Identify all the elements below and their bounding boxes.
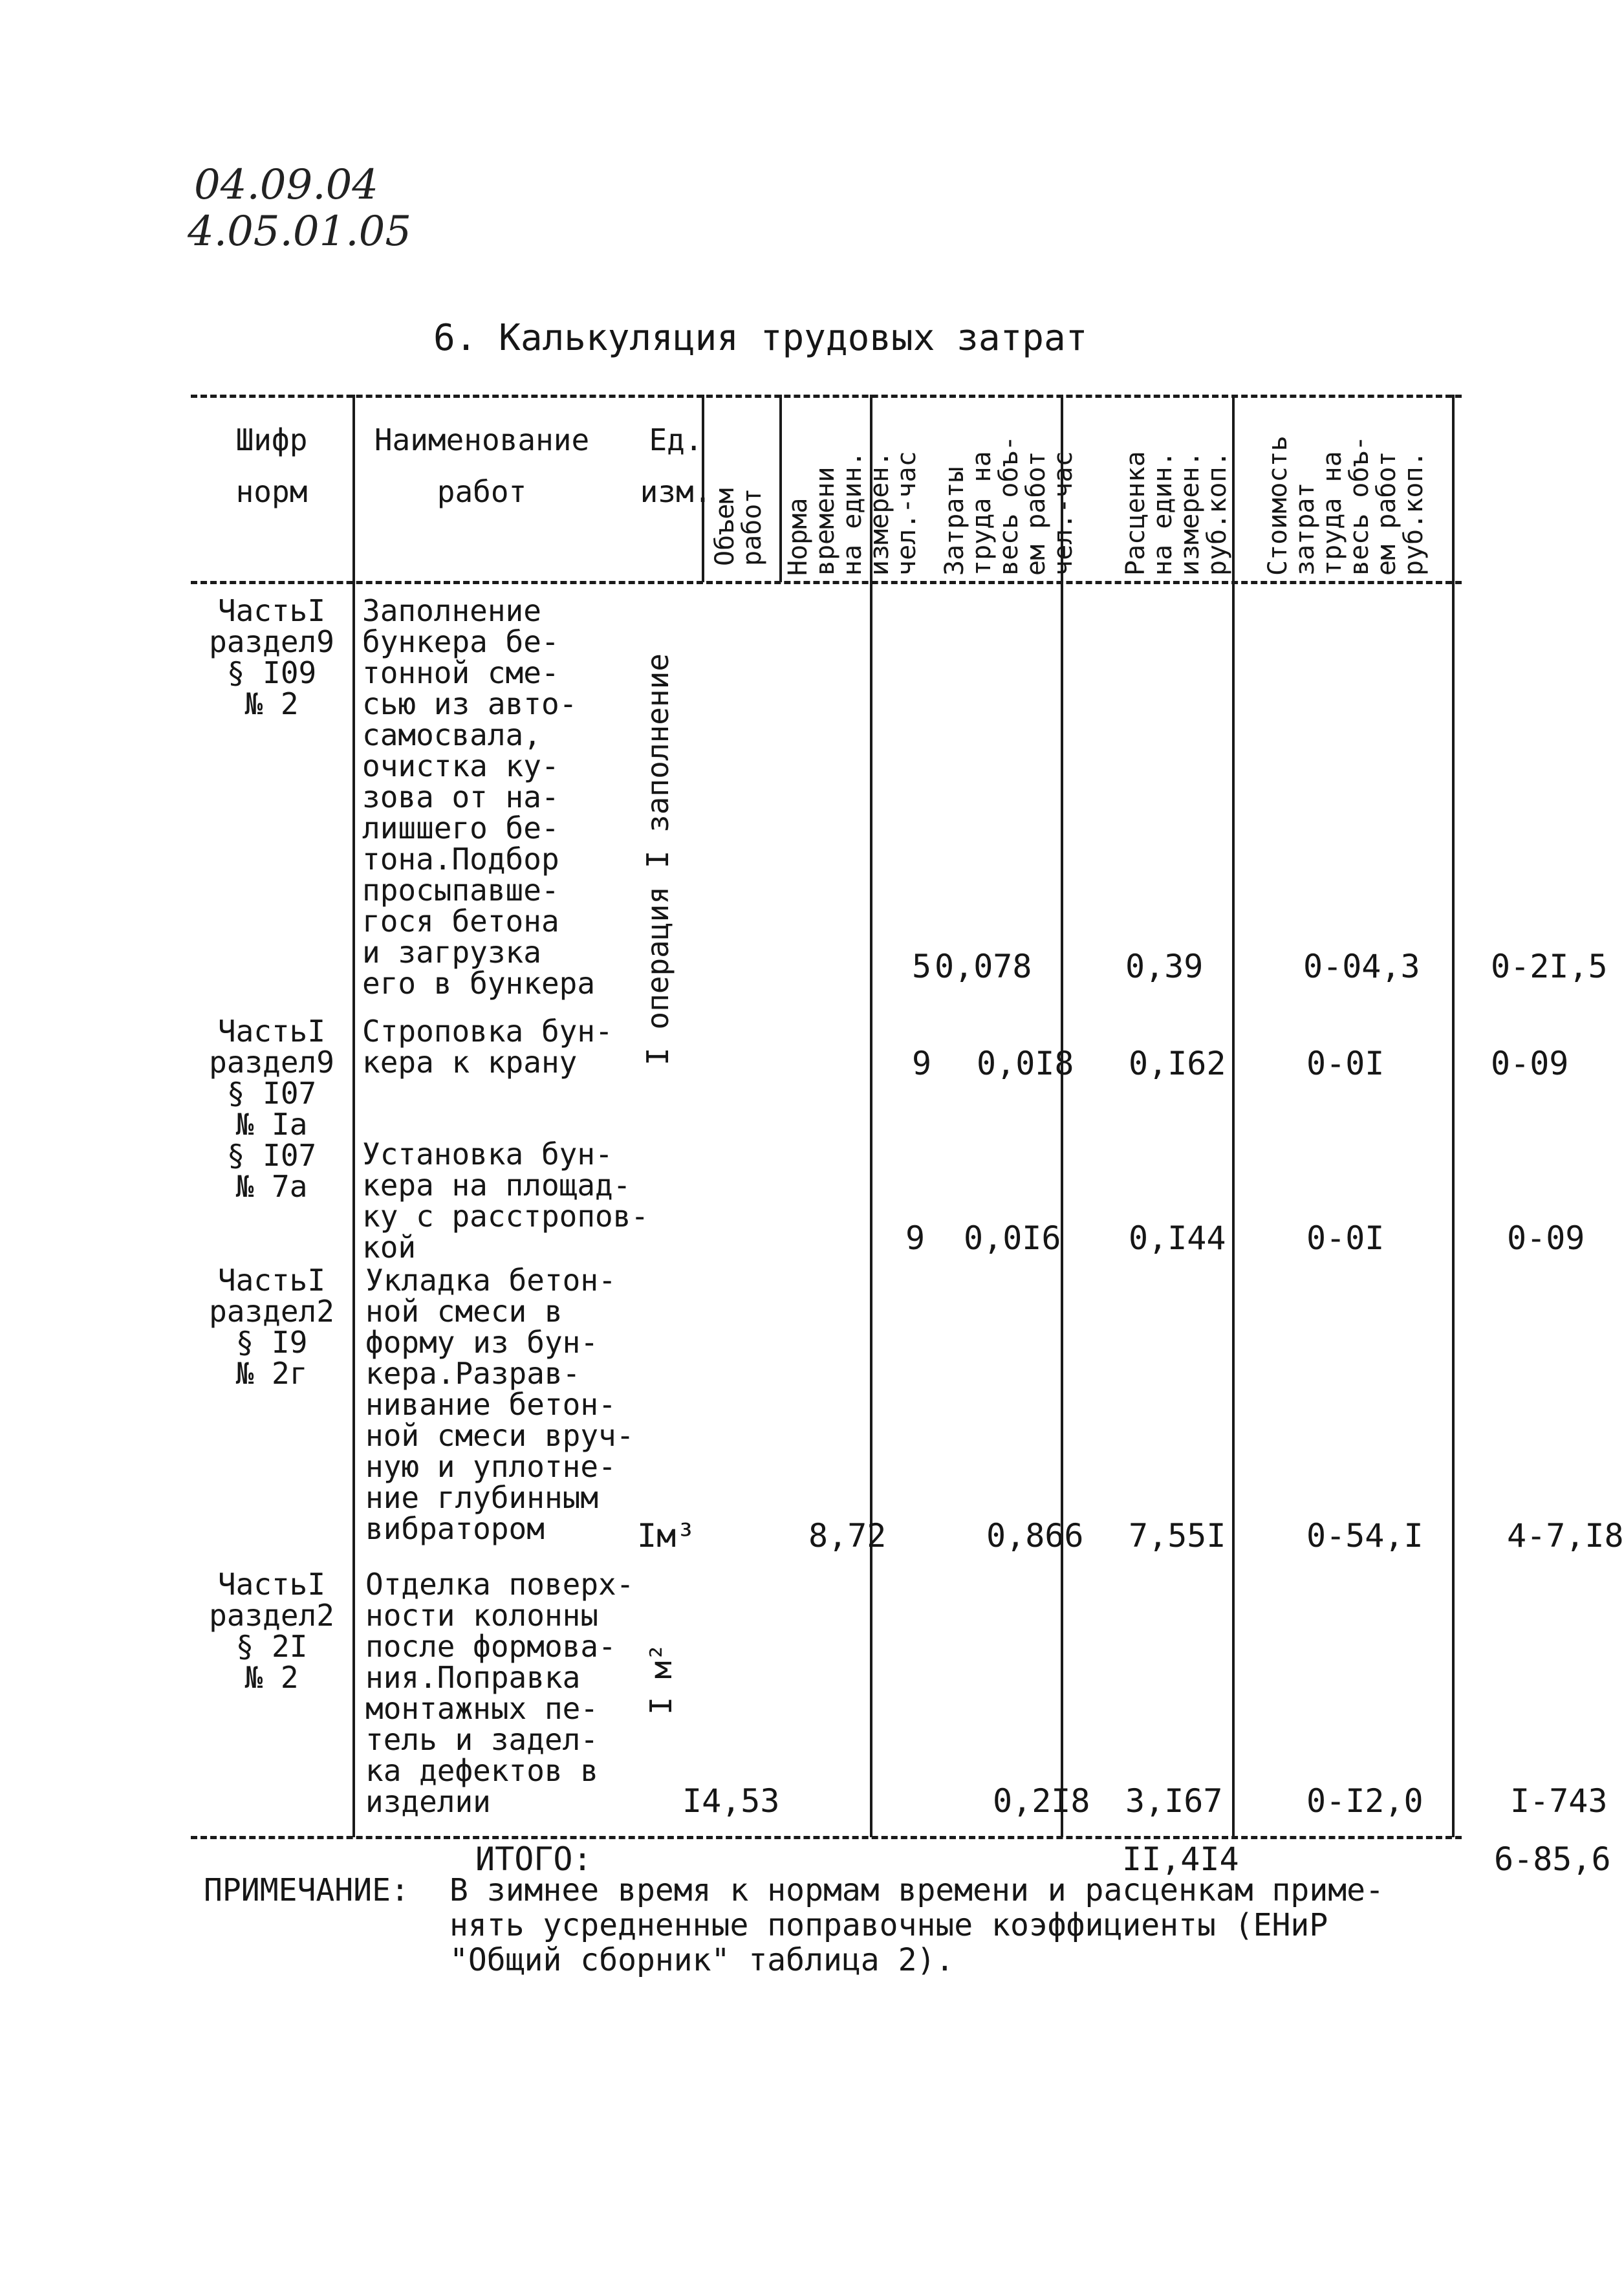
row-3-norm: 0,0I6 [964, 1219, 1061, 1257]
row-5-cost: I-743 [1510, 1782, 1608, 1820]
total-labor: II,4I4 [1122, 1840, 1239, 1878]
row-5-volume: I4,53 [682, 1782, 780, 1820]
row-4-volume: 8,72 [808, 1517, 887, 1555]
col-rule-6 [1232, 395, 1235, 1837]
header-norm: Норма времени на един. измерен. чел.-час [783, 451, 922, 576]
table-top-rule [191, 395, 1462, 398]
header-rate: Расценка на един. измерен. руб.коп. [1121, 451, 1232, 576]
row-4-name: Укладка бетон- ной смеси в форму из бун- кера.Разрав- нивание бетон- ной смеси вруч- ную и уплотне- ние глубинным вибратором [365, 1263, 634, 1546]
handwritten-line-2: 4.05.01.05 [188, 208, 412, 256]
col-rule-3 [779, 395, 782, 582]
row-2-norm: 0,0I8 [977, 1045, 1074, 1082]
row-5-code: ЧастьI раздел2 § 2I № 2 [209, 1567, 334, 1695]
row-3-labor: 0,I44 [1129, 1219, 1226, 1257]
row-1-norm: 0,078 [935, 948, 1032, 985]
labor-cost-table [191, 395, 1624, 1878]
row-3-rate: 0-0I [1306, 1219, 1385, 1257]
col-rule-4 [870, 395, 872, 1837]
row-4-norm: 0,866 [986, 1517, 1084, 1555]
col-rule-5 [1061, 395, 1063, 1837]
handwritten-line-1: 04.09.04 [194, 161, 378, 209]
row-5-labor: 3,I67 [1125, 1782, 1223, 1820]
row-3-cost: 0-09 [1507, 1219, 1585, 1257]
row-5-rate: 0-I2,0 [1306, 1782, 1424, 1820]
col-rule-1 [352, 395, 355, 1837]
row-2-code: ЧастьI раздел9 § I07 № Iа § I07 № 7а [209, 1014, 334, 1204]
row-3-volume: 9 [905, 1219, 926, 1257]
row-4-labor: 7,55I [1129, 1517, 1226, 1555]
section-title: 6. Калькуляция трудовых затрат [433, 317, 1088, 359]
row-2-volume: 9 [912, 1045, 932, 1082]
row-2-rate: 0-0I [1306, 1045, 1385, 1082]
footnote-text: В зимнее время к нормам времени и расценкам приме- нять усредненные поправочные коэффициенты (ЕНиР "Общий сборник" таблица 2). [449, 1872, 1384, 1978]
row-1-name: Заполнение бункера бе- тонной сме- сью из авто- самосвала, очистка ку- зова от на- лишшего бе- тона.Подбор просыпавше- гося бетона и загрузка его в бункера [362, 593, 596, 1001]
header-bottom-rule [191, 581, 1462, 584]
row-4-code: ЧастьI раздел2 § I9 № 2г [209, 1263, 334, 1391]
row-1-cost: 0-2I,5 [1491, 948, 1608, 985]
col-rule-7 [1452, 395, 1455, 1837]
header-code: Шифр норм [235, 422, 308, 509]
row-1-code: ЧастьI раздел9 § I09 № 2 [209, 593, 334, 721]
row-4-rate: 0-54,I [1306, 1517, 1424, 1555]
row-1-rate: 0-04,3 [1303, 948, 1420, 985]
header-volume: Объем работ [710, 488, 767, 566]
total-cost: 6-85,6 [1494, 1840, 1611, 1878]
header-labor: Затраты труда на весь объ- ем работ чел.-час [940, 435, 1078, 576]
operation-label: I операция I заполнение [640, 653, 675, 1065]
row-2-name: Строповка бун- кера к крану [362, 1014, 613, 1080]
row-5-norm: 0,2I8 [993, 1782, 1090, 1820]
footnote-label: ПРИМЕЧАНИЕ: [204, 1872, 409, 1908]
header-cost: Стоимость затрат труда на весь объ- ем работ руб.коп. [1263, 435, 1429, 576]
row-4-unit: Iм³ [637, 1517, 696, 1555]
row-2-labor: 0,I62 [1129, 1045, 1226, 1082]
header-unit: Ед. изм. [640, 422, 712, 509]
row-2-cost: 0-09 [1491, 1045, 1569, 1082]
unit-m2-label: I м² [644, 1643, 678, 1715]
handwritten-codes [188, 161, 412, 256]
row-5-name: Отделка поверх- ности колонны после формова- ния.Поправка монтажных пе- тель и задел- ка дефектов в изделии [365, 1567, 634, 1819]
header-name: Наименование работ [374, 422, 590, 509]
row-4-cost: 4-7,I8 [1507, 1517, 1624, 1555]
row-1-volume: 5 [912, 948, 932, 985]
body-bottom-rule [191, 1836, 1462, 1839]
row-1-labor: 0,39 [1125, 948, 1204, 985]
total-label: ИТОГО: [475, 1840, 592, 1878]
row-3-name: Установка бун- кера на площад- ку с расстропов- кой [362, 1137, 649, 1265]
